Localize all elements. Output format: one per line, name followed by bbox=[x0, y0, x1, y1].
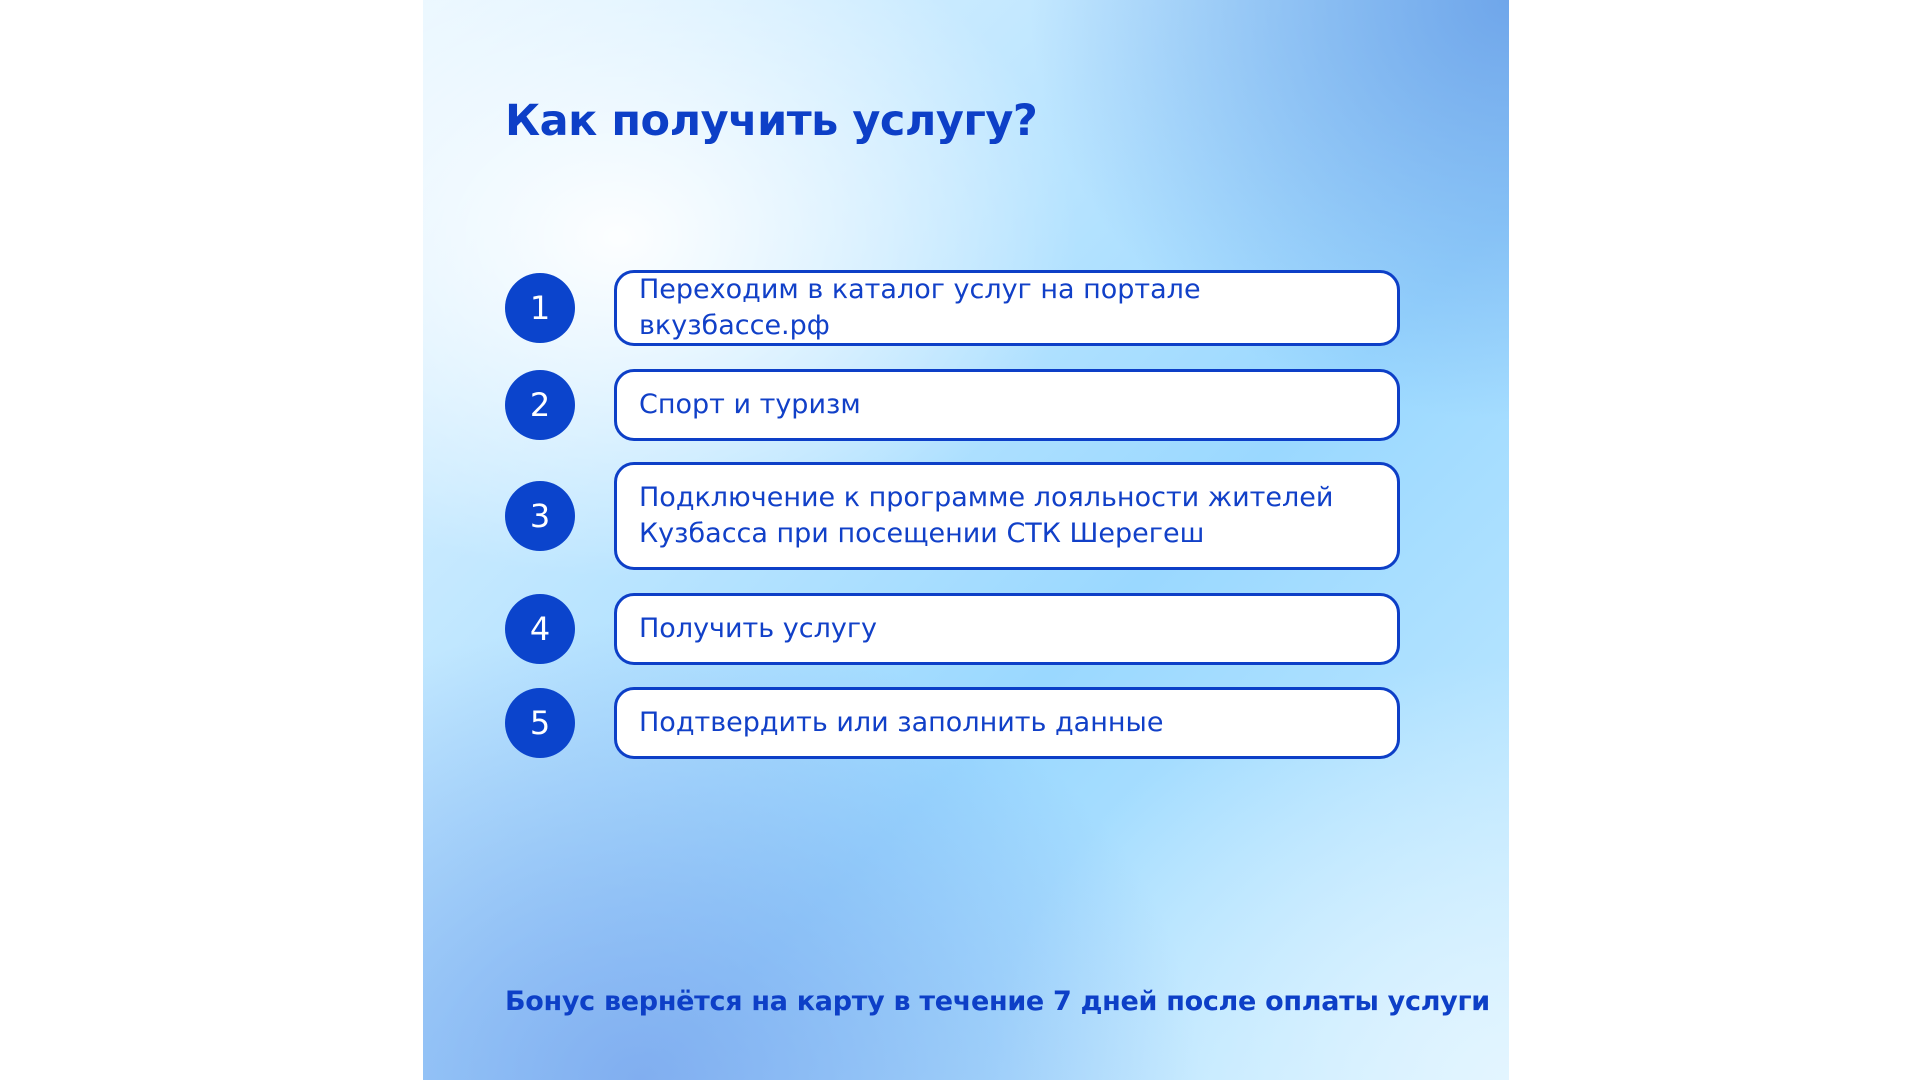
step-5 bbox=[505, 687, 1429, 759]
step-number-badge: 4 bbox=[505, 594, 575, 664]
step-text-box: Подтвердить или заполнить данные bbox=[614, 687, 1400, 759]
step-1 bbox=[505, 270, 1429, 346]
step-text-box: Переходим в каталог услуг на портале вкузбассе.рф bbox=[614, 270, 1400, 346]
step-number-badge: 2 bbox=[505, 370, 575, 440]
step-3 bbox=[505, 462, 1429, 570]
step-text-box: Подключение к программе лояльности жителей Кузбасса при посещении СТК Шерегеш bbox=[614, 462, 1400, 570]
step-2 bbox=[505, 369, 1429, 441]
step-number-badge: 3 bbox=[505, 481, 575, 551]
step-number-badge: 1 bbox=[505, 273, 575, 343]
step-text-box: Спорт и туризм bbox=[614, 369, 1400, 441]
step-text-box: Получить услугу bbox=[614, 593, 1400, 665]
info-card bbox=[423, 0, 1509, 1080]
footer-note: Бонус вернётся на карту в течение 7 дней после оплаты услуги bbox=[505, 986, 1490, 1017]
step-4 bbox=[505, 593, 1429, 665]
step-number-badge: 5 bbox=[505, 688, 575, 758]
page-title: Как получить услугу? bbox=[505, 96, 1038, 146]
